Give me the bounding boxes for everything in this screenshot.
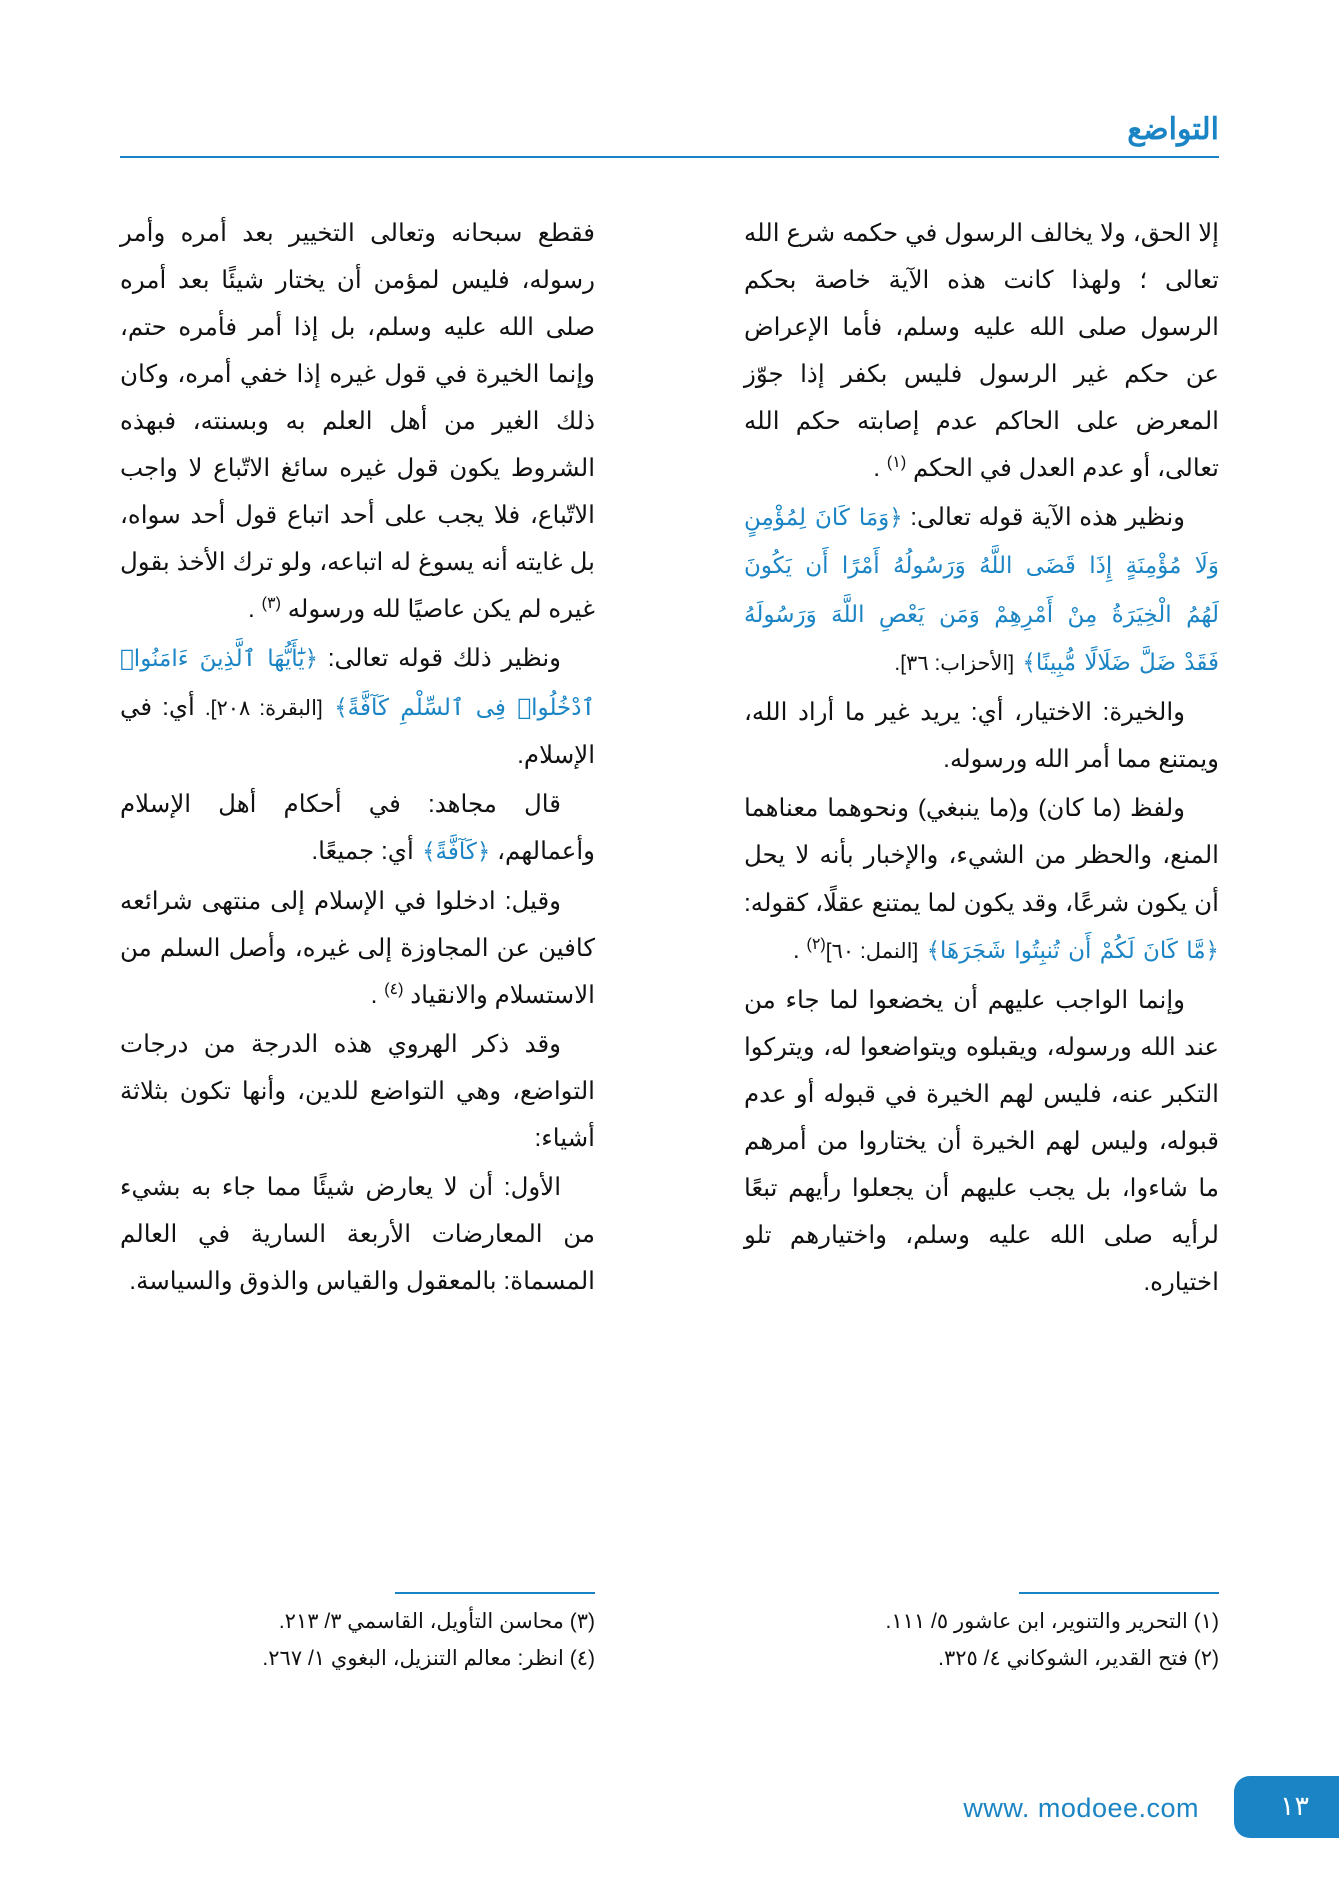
quran-verse: ﴿يَٰٓأَيُّهَا ٱلَّذِينَ ءَامَنُوا۟ ٱدْخُلُوا۟ فِى ٱلسِّلْمِ كَآفَّةً﴾ <box>120 646 595 721</box>
paragraph-text: ونظير هذه الآية قوله تعالى: <box>902 504 1185 532</box>
site-url[interactable]: www. modoee.com <box>963 1793 1199 1823</box>
paragraph <box>120 210 595 633</box>
paragraph <box>120 1021 595 1162</box>
footnote-divider-right <box>1019 1592 1219 1594</box>
paragraph-tail: . <box>370 982 385 1010</box>
quran-verse: ﴿كَآفَّةً﴾ <box>413 838 491 865</box>
footnote-right-2: (٢) فتح القدير، الشوكاني ٤/ ٣٢٥. <box>938 1646 1219 1670</box>
verse-reference: [الأحزاب: ٣٦]. <box>894 652 1015 676</box>
paragraph-text: وإنما الواجب عليهم أن يخضعوا لما جاء من عند الله ورسوله، ويقبلوه ويتواضعوا له، ويتركوا التكبر عنه، فليس لهم الخيرة في قبوله أو عدم قبوله، وليس لهم الخيرة أن يختاروا من أمرهم ما شاءوا، بل يجب عليهم أن يجعلوا رأيهم تبعًا لرأيه صلى الله عليه وسلم، واختيارهم تلو اختياره. <box>744 986 1219 1297</box>
footnote-marker[interactable]: (٢) <box>806 935 826 953</box>
paragraph-text: الأول: أن لا يعارض شيئًا مما جاء به بشيء من المعارضات الأربعة السارية في العالم المسماة: بالمعقول والقياس والذوق والسياسة. <box>120 1174 595 1296</box>
paragraph-text: قال مجاهد: في أحكام أهل الإسلام وأعمالهم، <box>120 790 595 865</box>
footnote-left-1: (٣) محاسن التأويل، القاسمي ٣/ ٢١٣. <box>278 1610 595 1633</box>
header-divider <box>120 156 1219 158</box>
paragraph-text: والخيرة: الاختيار، أي: يريد غير ما أراد الله، ويمتنع مما أمر الله ورسوله. <box>744 699 1219 774</box>
paragraph <box>120 878 595 1019</box>
paragraph-text: ونظير ذلك قوله تعالى: <box>318 645 561 673</box>
footnotes-left <box>120 1592 595 1678</box>
quran-verse: ﴿مَّا كَانَ لَكُمْ أَن تُنبِتُوا شَجَرَهَا﴾ <box>918 937 1219 964</box>
footnote-marker[interactable]: (٤) <box>384 981 404 999</box>
paragraph-tail: . <box>792 936 807 964</box>
paragraph-continuation: أي: جميعًا. <box>311 837 414 865</box>
footnotes-section <box>120 1592 1219 1712</box>
paragraph-text: وقيل: ادخلوا في الإسلام إلى منتهى شرائعه كافين عن المجاوزة إلى غيره، وأصل السلم من الاستسلام والانقياد <box>120 888 595 1010</box>
verse-reference: [البقرة: ٢٠٨]. <box>204 696 323 720</box>
paragraph <box>744 977 1219 1306</box>
paragraph-text: إلا الحق، ولا يخالف الرسول في حكمه شرع الله تعالى ؛ ولهذا كانت هذه الآية خاصة بحكم الرسول صلى الله عليه وسلم، فأما الإعراض عن حكم غير الرسول فليس بكفر إذا جوّز المعرض على الحاكم عدم إصابته حكم الله تعالى، أو عدم العدل في الحكم <box>744 220 1219 483</box>
paragraph-text: ولفظ (ما كان) و(ما ينبغي) ونحوهما معناهما المنع، والحظر من الشيء، والإخبار بأنه لا يحل أن يكون شرعًا، وقد يكون لما يمتنع عقلًا، كقوله: <box>744 795 1219 917</box>
column-left <box>120 210 595 1308</box>
paragraph <box>744 689 1219 783</box>
page-title: التواضع <box>1127 113 1219 146</box>
page-footer <box>0 1740 1339 1890</box>
paragraph <box>120 1164 595 1305</box>
paragraph <box>744 210 1219 492</box>
paragraph-tail: . <box>873 455 887 483</box>
quran-verse: ﴿وَمَا كَانَ لِمُؤْمِنٍ وَلَا مُؤْمِنَةٍ إِذَا قَضَى اللَّهُ وَرَسُولُهُ أَمْرًا أَن يَكُونَ لَهُمُ الْخِيَرَةُ مِنْ أَمْرِهِمْ وَمَن يَعْصِ اللَّهَ وَرَسُولَهُ فَقَدْ ضَلَّ ضَلَالًا مُّبِينًا﴾ <box>744 505 1219 677</box>
footnote-marker[interactable]: (١) <box>886 454 907 471</box>
paragraph <box>744 785 1219 974</box>
paragraph <box>120 635 595 779</box>
paragraph-continuation: أي: في الإسلام. <box>120 693 595 769</box>
column-right <box>744 210 1219 1308</box>
verse-reference: [النمل: ٦٠] <box>825 939 919 963</box>
paragraph-tail: . <box>248 596 262 624</box>
paragraph <box>744 494 1219 687</box>
page-number: ١٣ <box>1279 1791 1309 1821</box>
footnote-marker[interactable]: (٣) <box>261 595 281 613</box>
paragraph-text: فقطع سبحانه وتعالى التخيير بعد أمره وأمر رسوله، فليس لمؤمن أن يختار شيئًا بعد أمره صلى الله عليه وسلم، بل إذا أمر فأمره حتم، وإنما الخيرة في قول غيره إذا خفي أمره، وكان ذلك الغير من أهل العلم به وبسنته، فبهذه الشروط يكون قول غيره سائغ الاتّباع لا واجب الاتّباع، فلا يجب على أحد اتباع قول أحد سواه، بل غايته أنه يسوغ له اتباعه، ولو ترك الأخذ بقول غيره لم يكن عاصيًا لله ورسوله <box>120 220 595 624</box>
footnote-divider-left <box>395 1592 595 1594</box>
footnote-left-2: (٤) انظر: معالم التنزيل، البغوي ١/ ٢٦٧. <box>262 1646 595 1670</box>
page-header <box>120 112 1219 158</box>
footnotes-right <box>744 1592 1219 1678</box>
paragraph <box>120 781 595 876</box>
footnote-right-1: (١) التحرير والتنوير، ابن عاشور ٥/ ١١١. <box>885 1610 1219 1633</box>
paragraph-text: وقد ذكر الهروي هذه الدرجة من درجات التواضع، وهي التواضع للدين، وأنها تكون بثلاثة أشياء: <box>120 1031 595 1153</box>
body-columns <box>120 210 1219 1610</box>
